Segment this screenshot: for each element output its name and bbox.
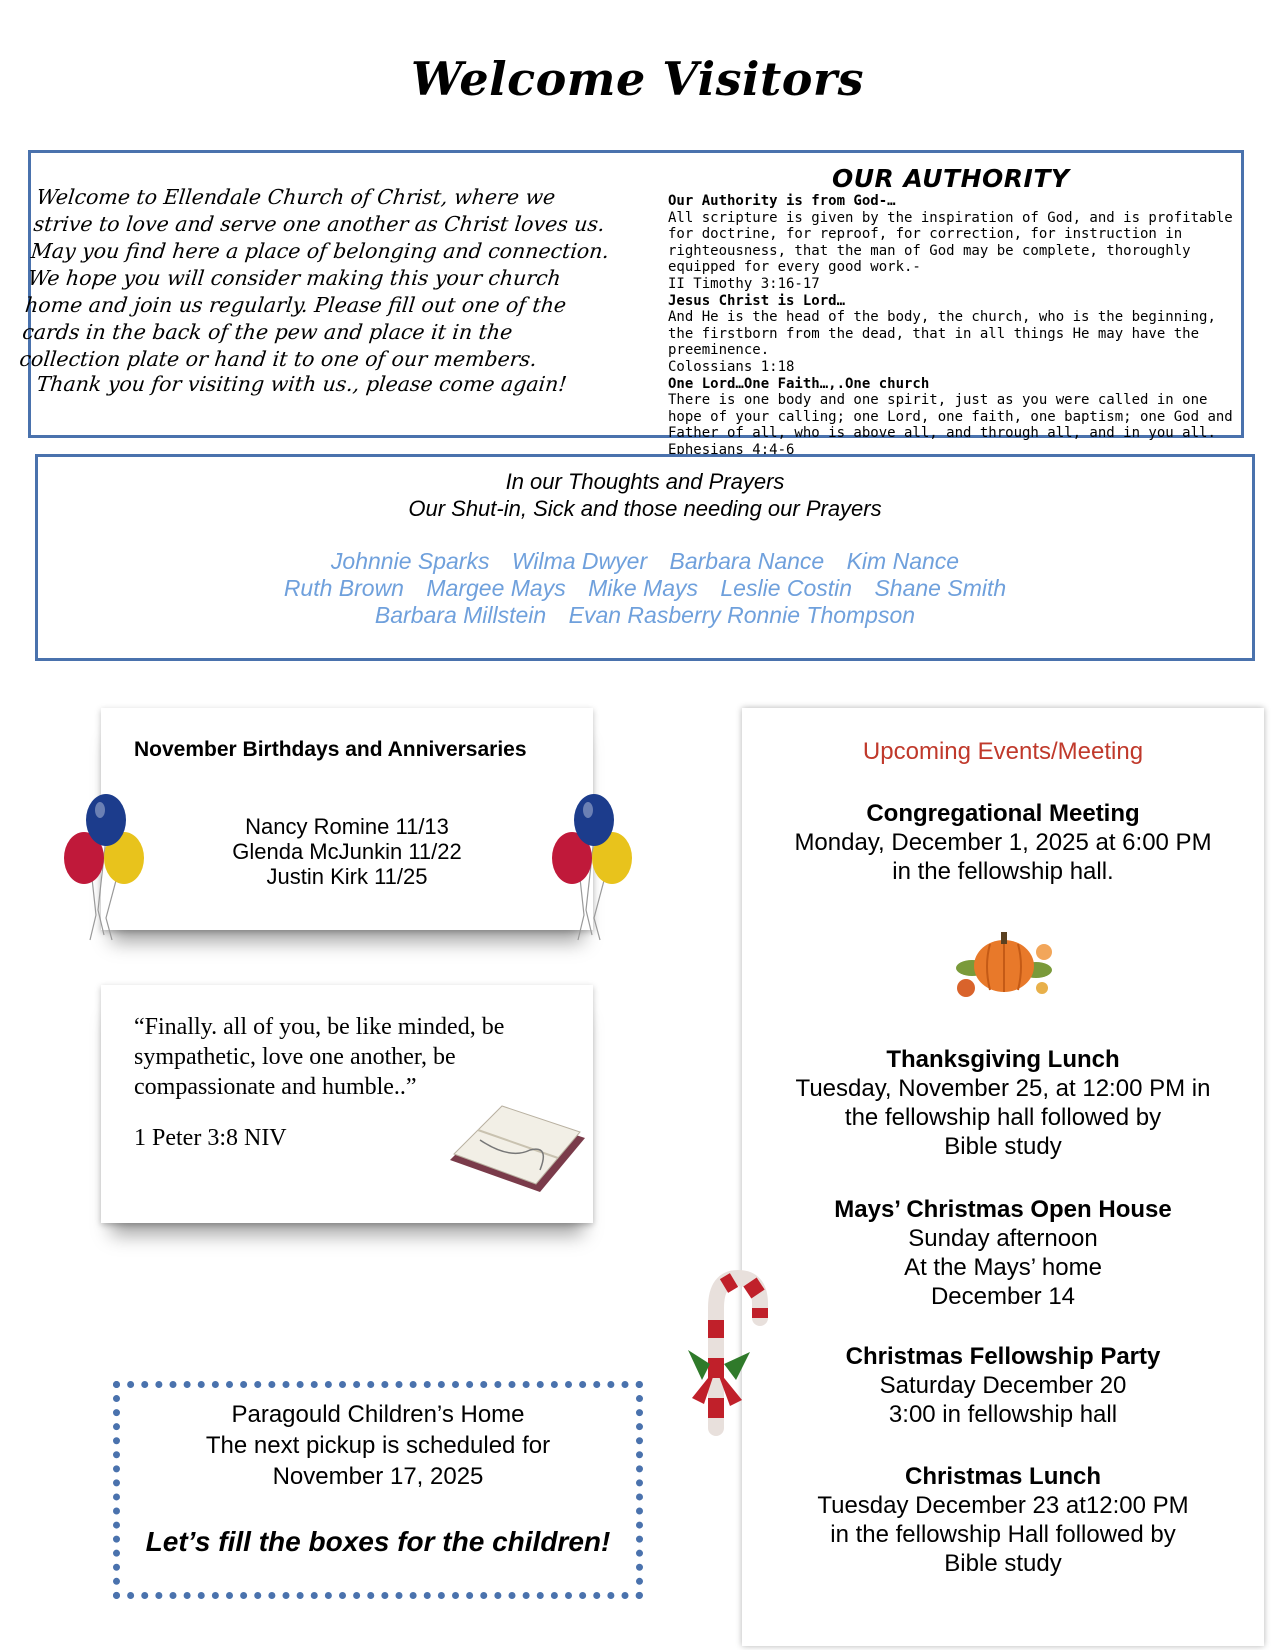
prayer-name: Evan Rasberry Ronnie Thompson (568, 602, 916, 628)
welcome-paragraph: Welcome to Ellendale Church of Christ, where we strive to love and serve one another as Christ loves us. May you find here a place of belonging and connection. We hope you will consider making this your church home and join us regularly. Please fill out one of the cards in the back of the pew and place it in the collection plate or hand it to one of our members. (18, 185, 611, 371)
authority-section-title: Our Authority is from God-… (668, 193, 896, 209)
authority-section-text: And He is the head of the body, the church, who is the beginning, the firstborn from the dead, that in all things He may have the preeminence. (668, 309, 1216, 359)
events-title: Upcoming Events/Meeting (862, 738, 1144, 765)
event-name: Thanksgiving Lunch (886, 1046, 1120, 1073)
event-line: in the fellowship hall. (892, 858, 1114, 885)
authority-section-title: One Lord…One Faith…,.One church (668, 375, 930, 392)
childrens-home-line: The next pickup is scheduled for (205, 1432, 551, 1459)
event-line: Bible study (944, 1550, 1062, 1577)
balloons-icon (548, 790, 638, 950)
authority-section-ref: Ephesians 4:4-6 (668, 441, 795, 458)
event-name: Mays’ Christmas Open House (834, 1196, 1172, 1223)
event-line: Tuesday December 23 at12:00 PM (817, 1492, 1189, 1519)
event-name: Christmas Fellowship Party (845, 1343, 1161, 1370)
prayer-subheading: Our Shut-in, Sick and those needing our Prayers (408, 496, 882, 521)
authority-heading: OUR AUTHORITY (832, 164, 1070, 193)
pumpkin-icon (944, 918, 1062, 1006)
event-line: in the fellowship Hall followed by (830, 1521, 1176, 1548)
event-line: Tuesday, November 25, at 12:00 PM in (795, 1075, 1211, 1102)
event-line: December 14 (930, 1283, 1076, 1310)
event-name: Christmas Lunch (904, 1463, 1102, 1490)
birthday-entry: Justin Kirk 11/25 (266, 864, 428, 889)
event-line: At the Mays’ home (904, 1254, 1102, 1281)
balloons-icon (60, 790, 150, 950)
event-line: the fellowship hall followed by (844, 1104, 1162, 1131)
candy-cane-icon (680, 1268, 780, 1436)
prayer-heading: In our Thoughts and Prayers (505, 469, 785, 494)
prayer-name: Mike Mays (588, 575, 698, 601)
prayer-names-row (35, 548, 1255, 575)
birthday-title: November Birthdays and Anniversaries (134, 738, 527, 761)
event-item (742, 1195, 1264, 1311)
event-item (742, 1342, 1264, 1429)
event-line: Saturday December 20 (879, 1372, 1127, 1399)
prayer-name: Barbara Nance (669, 548, 825, 574)
welcome-thanks: Thank you for visiting with us., please come again! (35, 372, 569, 396)
authority-section-title: Jesus Christ is Lord… (668, 292, 846, 309)
prayer-name: Leslie Costin (720, 575, 853, 601)
event-item (742, 1462, 1264, 1578)
prayer-names-row (35, 575, 1255, 602)
childrens-home-call: Let’s fill the boxes for the children! (145, 1526, 611, 1557)
page-title: Welcome Visitors (410, 52, 865, 106)
prayer-name: Margee Mays (426, 575, 566, 601)
childrens-home-line: Paragould Children’s Home (231, 1401, 525, 1428)
authority-section-text: There is one body and one spirit, just as you were called in one hope of your calling; one Lord, one faith, one baptism; one God and Father of all, who is above all, and through all, and in you all. (668, 392, 1233, 442)
authority-text (668, 193, 1238, 459)
authority-section-ref: Colossians 1:18 (668, 358, 795, 375)
event-item (742, 799, 1264, 886)
prayer-name: Wilma Dwyer (511, 548, 648, 574)
prayer-name: Barbara Millstein (374, 602, 547, 628)
authority-section-text: All scripture is given by the inspiration of God, and is profitable for doctrine, for reproof, for correction, for instruction in righteousness, that the man of God may be complete, thoroughly equipped for every good work.- (668, 209, 1233, 276)
prayer-name: Shane Smith (874, 575, 1007, 601)
birthday-entry: Nancy Romine 11/13 (245, 814, 449, 839)
event-line: Bible study (944, 1133, 1062, 1160)
verse-reference: 1 Peter 3:8 NIV (134, 1125, 287, 1151)
bible-icon (440, 1100, 592, 1200)
prayer-names-row (35, 602, 1255, 629)
verse-text: “Finally. all of you, be like minded, be sympathetic, love one another, be compassionate and humble..” (134, 1014, 505, 1100)
birthday-entry: Glenda McJunkin 11/22 (232, 839, 462, 864)
event-line: Sunday afternoon (908, 1225, 1098, 1252)
event-line: Monday, December 1, 2025 at 6:00 PM (794, 829, 1212, 856)
event-name: Congregational Meeting (866, 800, 1140, 827)
prayer-name: Ruth Brown (283, 575, 404, 601)
prayer-name: Johnnie Sparks (330, 548, 490, 574)
authority-section-ref: II Timothy 3:16-17 (668, 275, 820, 292)
event-item (742, 1045, 1264, 1161)
childrens-home-line: November 17, 2025 (272, 1463, 484, 1490)
prayer-name: Kim Nance (846, 548, 960, 574)
event-line: 3:00 in fellowship hall (888, 1401, 1118, 1428)
